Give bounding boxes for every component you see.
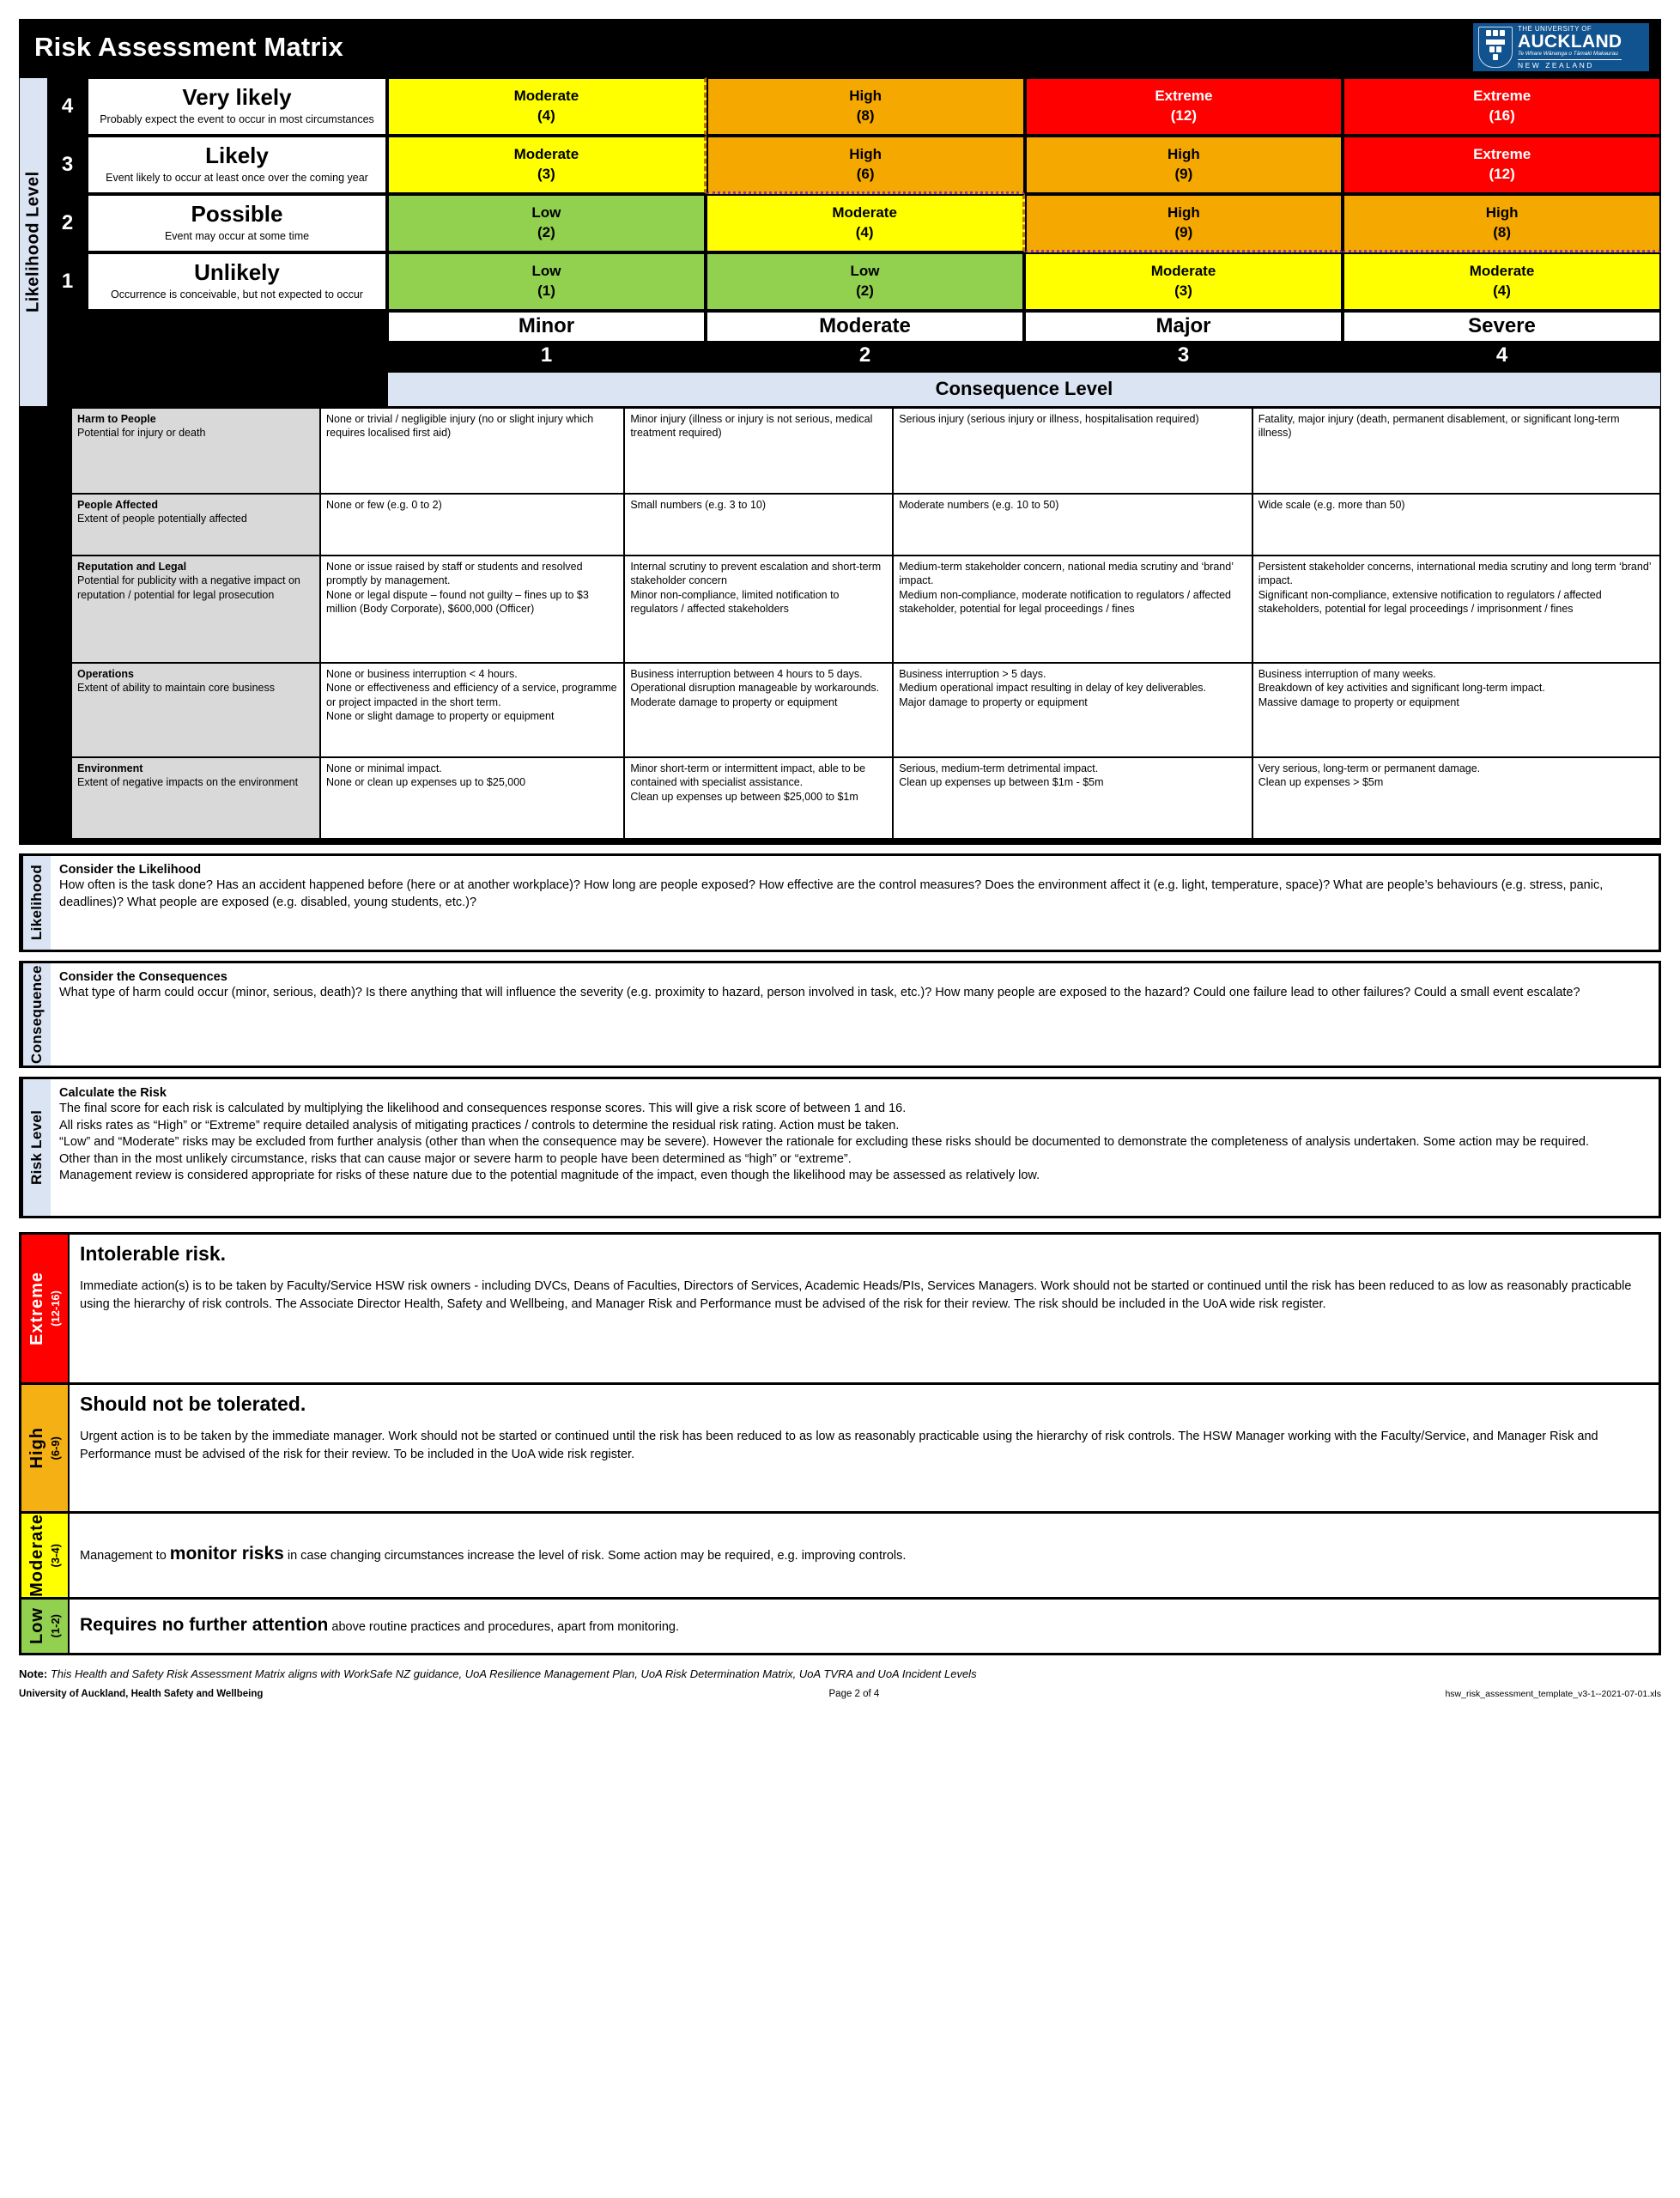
- consider-block-risk-level: [19, 1077, 1661, 1218]
- action-level-badge-moderate: [21, 1514, 70, 1597]
- descriptor-cell-c2: [624, 757, 893, 839]
- university-logo: [1473, 23, 1649, 71]
- consider-block-consequence: [19, 961, 1661, 1068]
- risk-cell-score: (12): [1170, 107, 1197, 124]
- risk-cell-l1-c3[interactable]: [1024, 252, 1343, 311]
- action-level-range: (6-9): [48, 1436, 62, 1460]
- descriptor-cell-c4: [1252, 757, 1660, 839]
- risk-cell-score: (3): [1174, 282, 1192, 299]
- consider-title: Calculate the Risk: [59, 1086, 167, 1100]
- action-level-range: (12-16): [48, 1290, 62, 1327]
- consequence-score-1: 1: [540, 343, 553, 367]
- consequence-axis-label: Consequence Level: [387, 372, 1661, 407]
- risk-cell-l3-c1[interactable]: [387, 136, 707, 194]
- action-level-badge-low: [21, 1600, 70, 1653]
- consequence-descriptor-table: [70, 407, 1661, 840]
- action-row-high: [21, 1385, 1659, 1514]
- action-text-suffix: in case changing circumstances increase the level of risk. Some action may be required, e.g. improving controls.: [283, 1549, 907, 1563]
- risk-cell-l3-c4[interactable]: [1343, 136, 1661, 194]
- consider-sections: [19, 853, 1661, 1218]
- descriptor-line: None or few (e.g. 0 to 2): [326, 499, 442, 511]
- footer-left: University of Auckland, Health Safety and Wellbeing: [19, 1688, 264, 1699]
- risk-cell-score: (9): [1174, 223, 1193, 240]
- descriptor-cell-c4: [1252, 556, 1660, 663]
- descriptor-cell-c2: [624, 556, 893, 663]
- descriptor-line: Medium operational impact resulting in delay of key deliverables.: [899, 682, 1207, 695]
- action-row-extreme: [21, 1235, 1659, 1385]
- likelihood-description: Event likely to occur at least once over the coming year: [106, 172, 368, 185]
- action-text: [80, 1612, 679, 1637]
- descriptor-cell-c3: [893, 408, 1252, 494]
- risk-cell-score: (12): [1489, 166, 1515, 182]
- risk-cell-l4-c2[interactable]: [707, 77, 1025, 136]
- likelihood-name: Very likely: [182, 84, 292, 111]
- consider-text-line: “Low” and “Moderate” risks may be excluded from further analysis (other than when the consequence may be severe). However the rationale for excluding these risks should be documented to demonstrate the completeness of analysis undertaken. Some action may be required.: [59, 1135, 1590, 1150]
- descriptor-category-title: Reputation and Legal: [77, 561, 187, 573]
- matrix-bottom-bar: [19, 840, 1661, 845]
- descriptor-line: Internal scrutiny to prevent escalation and short-term stakeholder concern: [630, 561, 882, 587]
- descriptor-line: None or clean up expenses up to $25,000: [326, 776, 526, 789]
- matrix-row-likelihood-1: [48, 252, 1661, 311]
- action-text: Urgent action is to be taken by the immediate manager. Work should not be started or continued until the risk has been reduced to as low as reasonably practicable using the hierarchy of risk controls. The HSW Manager working with the Faculty/Service, and Manager Risk and Performance must be advised of the risk for their review. To be included in the UoA wide risk register.: [80, 1430, 1598, 1461]
- action-body: [70, 1514, 1659, 1597]
- consider-axis-label: Consequence: [21, 963, 51, 1066]
- descriptor-line: Clean up expenses up between $25,000 to $1m: [630, 790, 858, 803]
- consequence-level-band-row: [48, 372, 1661, 407]
- risk-cell-score: (4): [1493, 282, 1511, 299]
- descriptor-category-subtitle: Extent of ability to maintain core business: [77, 682, 275, 695]
- footer-note-text: This Health and Safety Risk Assessment Matrix aligns with WorkSafe NZ guidance, UoA Resilience Management Plan, UoA Risk Determination Matrix, UoA TVRA and UoA Incident Levels: [50, 1667, 977, 1680]
- consider-block-likelihood: [19, 853, 1661, 952]
- risk-action-table: [19, 1232, 1661, 1655]
- risk-cell-l2-c2[interactable]: [706, 194, 1025, 252]
- descriptor-line: None or business interruption < 4 hours.: [326, 668, 518, 680]
- risk-cell-label: Extreme: [1473, 88, 1531, 105]
- matrix-row-likelihood-4: [48, 77, 1661, 136]
- descriptor-line: Serious injury (serious injury or illness, hospitalisation required): [899, 413, 1199, 425]
- descriptor-category: [71, 408, 320, 494]
- page-header: [19, 19, 1661, 77]
- descriptor-category: [71, 494, 320, 556]
- footer-note-label: Note:: [19, 1667, 48, 1680]
- descriptor-category-title: Harm to People: [77, 413, 156, 425]
- likelihood-score-3: 3: [48, 136, 87, 194]
- consider-title: Consider the Likelihood: [59, 863, 202, 877]
- descriptor-line: Wide scale (e.g. more than 50): [1258, 499, 1405, 511]
- risk-matrix: [19, 77, 1661, 407]
- risk-cell-label: High: [1485, 203, 1519, 221]
- descriptor-cell-c1: [320, 757, 624, 839]
- descriptor-line: Medium non-compliance, moderate notification to regulators / affected stakeholder, potential for legal proceedings / fines: [899, 588, 1231, 615]
- logo-line-3: Te Whare Wānanga o Tāmaki Makaurau: [1518, 51, 1618, 57]
- likelihood-name: Unlikely: [194, 259, 280, 286]
- descriptor-line: None or slight damage to property or equipment: [326, 709, 555, 722]
- descriptor-line: None or issue raised by staff or students and resolved promptly by management.: [326, 561, 583, 587]
- consequence-score-3: 3: [1177, 343, 1190, 367]
- risk-cell-score: (4): [855, 224, 874, 240]
- descriptor-row: [71, 408, 1660, 494]
- risk-cell-score: (9): [1174, 166, 1193, 182]
- consequence-name-row: [48, 311, 1661, 343]
- descriptor-cell-c3: [893, 556, 1252, 663]
- descriptor-cell-c2: [624, 494, 893, 556]
- risk-cell-l3-c2[interactable]: [707, 136, 1025, 194]
- action-text-suffix: above routine practices and procedures, apart from monitoring.: [328, 1619, 679, 1634]
- descriptor-line: Medium-term stakeholder concern, national media scrutiny and ‘brand’ impact.: [899, 561, 1234, 587]
- descriptor-line: Operational disruption manageable by workarounds.: [630, 682, 880, 695]
- consequence-band-spacer: [48, 372, 387, 407]
- consequence-number-row: [48, 343, 1661, 372]
- consider-body: [51, 1079, 1659, 1216]
- descriptor-row: [71, 663, 1660, 757]
- risk-cell-score: (2): [856, 282, 874, 299]
- consider-text-line: Other than in the most unlikely circumstance, risks that can cause major or severe harm to people have been determined as “high” or “extreme”.: [59, 1151, 852, 1166]
- descriptor-category-subtitle: Potential for injury or death: [77, 427, 206, 440]
- consequence-score-4: 4: [1495, 343, 1508, 367]
- likelihood-description: Occurrence is conceivable, but not expected to occur: [111, 288, 363, 301]
- action-level-range: (1-2): [48, 1614, 62, 1638]
- descriptor-line: Significant non-compliance, extensive notification to regulators / affected stakeholders, potential for legal proceedings / imprisonment / fines: [1258, 588, 1602, 615]
- descriptor-category-subtitle: Potential for publicity with a negative impact on reputation / potential for legal prosecution: [77, 574, 300, 601]
- footer-page-number: Page 2 of 4: [828, 1688, 880, 1699]
- footer-filename: hsw_risk_assessment_template_v3-1--2021-07-01.xls: [1445, 1688, 1661, 1699]
- page-footer: [19, 1689, 1661, 1715]
- likelihood-score-1: 1: [48, 252, 87, 311]
- descriptor-cell-c1: [320, 494, 624, 556]
- risk-cell-l2-c1[interactable]: [387, 194, 706, 252]
- likelihood-name: Likely: [205, 143, 269, 169]
- descriptor-category-title: People Affected: [77, 499, 159, 511]
- descriptor-line: Fatality, major injury (death, permanent disablement, or significant long-term illness): [1258, 413, 1620, 440]
- risk-cell-score: (8): [1493, 223, 1512, 240]
- action-level-badge-extreme: [21, 1235, 70, 1382]
- descriptor-line: Very serious, long-term or permanent damage.: [1258, 762, 1481, 774]
- descriptor-line: Minor short-term or intermittent impact, able to be contained with specialist assistance.: [630, 762, 866, 789]
- footer-note: [19, 1667, 1661, 1680]
- logo-divider: [1518, 59, 1622, 60]
- risk-cell-l4-c4[interactable]: [1343, 77, 1661, 136]
- risk-cell-l2-c4[interactable]: [1343, 194, 1661, 252]
- descriptor-left-gutter: [19, 407, 70, 840]
- action-text: [80, 1541, 906, 1566]
- consider-title: Consider the Consequences: [59, 970, 227, 984]
- action-row-low: [21, 1600, 1659, 1653]
- likelihood-cell-2: [87, 194, 387, 252]
- consider-axis-label: Risk Level: [21, 1079, 51, 1216]
- descriptor-cell-c4: [1252, 663, 1660, 757]
- risk-cell-label: Low: [531, 204, 561, 222]
- likelihood-score-2: 2: [48, 194, 87, 252]
- risk-cell-label: Moderate: [513, 146, 579, 163]
- consider-text-line: The final score for each risk is calculated by multiplying the likelihood and consequences response scores. This will give a risk score of between 1 and 16.: [59, 1102, 907, 1115]
- risk-cell-score: (16): [1489, 107, 1515, 124]
- risk-cell-label: Moderate: [1469, 263, 1535, 280]
- consequence-header-4[interactable]: Severe: [1343, 311, 1661, 343]
- consequence-header-2[interactable]: Moderate: [706, 311, 1024, 343]
- descriptor-line: Moderate numbers (e.g. 10 to 50): [899, 499, 1059, 511]
- consequence-descriptor-section: [19, 407, 1661, 840]
- descriptor-line: Clean up expenses up between $1m - $5m: [899, 776, 1104, 789]
- descriptor-line: Massive damage to property or equipment: [1258, 695, 1459, 708]
- action-text: Immediate action(s) is to be taken by Faculty/Service HSW risk owners - including DVCs, Deans of Faculties, Directors of Services, Academic Heads/PIs, Services Managers. Work should not be started or continued until the risk has been reduced to as low as reasonably practicable using the hierarchy of risk controls. The Associate Director Health, Safety and Wellbeing, and Manager Risk and Performance must be advised of the risk for their review. The risk should be included in the UoA wide risk register.: [80, 1279, 1632, 1311]
- risk-cell-l1-c1[interactable]: [387, 252, 706, 311]
- action-body: [70, 1235, 1659, 1382]
- matrix-row-likelihood-3: [48, 136, 1661, 194]
- action-level-range: (3-4): [48, 1543, 62, 1568]
- action-heading: Intolerable risk.: [80, 1242, 227, 1265]
- action-text-prefix: Management to: [80, 1549, 170, 1563]
- likelihood-cell-3: [87, 136, 387, 194]
- descriptor-line: None or minimal impact.: [326, 762, 442, 774]
- descriptor-line: Persistent stakeholder concerns, international media scrutiny and long term ‘brand’ impact.: [1258, 561, 1652, 587]
- consequence-row-spacer: [48, 311, 387, 343]
- descriptor-line: None or legal dispute – found not guilty – fines up to $3 million (Body Corporate), $600,000 (Officer): [326, 588, 589, 615]
- risk-cell-l1-c2[interactable]: [706, 252, 1024, 311]
- consider-text-line: All risks rates as “High” or “Extreme” require detailed analysis of mitigating practices / controls to determine the residual risk rating. Action must be taken.: [59, 1118, 900, 1132]
- action-level-badge-high: [21, 1385, 70, 1511]
- risk-cell-label: High: [849, 88, 882, 105]
- consider-text-line: What type of harm could occur (minor, serious, death)? Is there anything that will influence the severity (e.g. proximity to hazard, person involved in task, etc.)? How many people are exposed to the hazard? Could one failure lead to other failures? Could a small event escalate?: [59, 986, 1580, 999]
- descriptor-category-title: Environment: [77, 762, 143, 774]
- action-level-name: Moderate: [27, 1514, 46, 1597]
- descriptor-line: Business interruption > 5 days.: [899, 668, 1046, 680]
- consequence-score-2: 2: [858, 343, 871, 367]
- risk-cell-label: Extreme: [1155, 88, 1213, 105]
- consider-body: [51, 963, 1659, 1066]
- descriptor-line: Clean up expenses > $5m: [1258, 776, 1384, 789]
- descriptor-line: Serious, medium-term detrimental impact.: [899, 762, 1099, 774]
- consequence-header-1[interactable]: Minor: [387, 311, 706, 343]
- descriptor-cell-c3: [893, 757, 1252, 839]
- risk-cell-score: (1): [537, 282, 555, 299]
- risk-cell-label: Low: [850, 263, 880, 280]
- action-row-moderate: [21, 1514, 1659, 1600]
- risk-cell-label: Moderate: [513, 88, 579, 105]
- likelihood-name: Possible: [191, 201, 283, 228]
- logo-line-2: AUCKLAND: [1518, 32, 1622, 52]
- risk-cell-l4-c3[interactable]: [1025, 77, 1343, 136]
- descriptor-line: Breakdown of key activities and significant long-term impact.: [1258, 682, 1545, 695]
- descriptor-cell-c2: [624, 408, 893, 494]
- descriptor-line: None or effectiveness and efficiency of a service, programme or project impacted in the short term.: [326, 682, 617, 708]
- action-level-name: Low: [27, 1607, 46, 1645]
- descriptor-line: Major damage to property or equipment: [899, 695, 1088, 708]
- consider-text-line: Management review is considered appropriate for risks of these nature due to the potential magnitude of the impact, even though the likelihood may be assessed as relatively low.: [59, 1169, 1040, 1183]
- risk-cell-score: (6): [856, 165, 875, 182]
- risk-cell-label: Extreme: [1473, 146, 1531, 163]
- consider-body: [51, 856, 1659, 950]
- descriptor-row: [71, 494, 1660, 556]
- risk-cell-label: Moderate: [832, 204, 897, 222]
- risk-cell-l1-c4[interactable]: [1343, 252, 1661, 311]
- consequence-header-3[interactable]: Major: [1024, 311, 1343, 343]
- crest-icon: [1478, 27, 1513, 68]
- action-level-name: High: [27, 1427, 46, 1469]
- risk-cell-label: High: [1167, 146, 1200, 163]
- consequence-number-spacer: [48, 343, 387, 372]
- descriptor-row: [71, 556, 1660, 663]
- matrix-row-likelihood-2: [48, 194, 1661, 252]
- action-body: [70, 1385, 1659, 1511]
- descriptor-cell-c2: [624, 663, 893, 757]
- action-level-name: Extreme: [27, 1272, 46, 1345]
- likelihood-axis-label: Likelihood Level: [19, 77, 48, 407]
- risk-cell-label: High: [1167, 203, 1200, 221]
- action-body: [70, 1600, 1659, 1653]
- descriptor-category: [71, 757, 320, 839]
- descriptor-row: [71, 757, 1660, 839]
- descriptor-cell-c3: [893, 494, 1252, 556]
- matrix-grid: [48, 77, 1661, 407]
- descriptor-line: Minor injury (illness or injury is not serious, medical treatment required): [630, 413, 873, 440]
- descriptor-category-subtitle: Extent of negative impacts on the environment: [77, 776, 299, 789]
- descriptor-cell-c1: [320, 408, 624, 494]
- descriptor-cell-c3: [893, 663, 1252, 757]
- descriptor-line: Moderate damage to property or equipment: [630, 695, 838, 708]
- risk-cell-l3-c3[interactable]: [1025, 136, 1343, 194]
- descriptor-cell-c1: [320, 556, 624, 663]
- action-text-emphasis: Requires no further attention: [80, 1614, 329, 1635]
- risk-cell-l4-c1[interactable]: [387, 77, 707, 136]
- action-text-emphasis: monitor risks: [169, 1544, 284, 1564]
- risk-cell-label: Moderate: [1150, 263, 1216, 280]
- likelihood-cell-1: [87, 252, 387, 311]
- page-title: Risk Assessment Matrix: [34, 32, 343, 62]
- descriptor-line: Minor non-compliance, limited notification to regulators / affected stakeholders: [630, 588, 840, 615]
- likelihood-description: Probably expect the event to occur in most circumstances: [100, 113, 374, 126]
- descriptor-cell-c4: [1252, 408, 1660, 494]
- likelihood-cell-4: [87, 77, 387, 136]
- descriptor-line: None or trivial / negligible injury (no or slight injury which requires localised first aid): [326, 413, 594, 440]
- likelihood-description: Event may occur at some time: [164, 230, 310, 243]
- action-heading: Should not be tolerated.: [80, 1393, 306, 1415]
- likelihood-score-4: 4: [48, 77, 87, 136]
- descriptor-category: [71, 663, 320, 757]
- risk-cell-label: High: [849, 145, 882, 162]
- risk-cell-label: Low: [531, 263, 561, 280]
- descriptor-category-title: Operations: [77, 668, 134, 680]
- descriptor-line: Business interruption between 4 hours to 5 days.: [630, 668, 863, 680]
- descriptor-category-subtitle: Extent of people potentially affected: [77, 513, 247, 525]
- risk-cell-score: (4): [537, 107, 555, 124]
- logo-line-1: THE UNIVERSITY OF: [1518, 25, 1592, 33]
- risk-cell-score: (3): [537, 166, 555, 182]
- descriptor-line: Business interruption of many weeks.: [1258, 668, 1436, 680]
- risk-cell-l2-c3[interactable]: [1025, 194, 1343, 252]
- consider-axis-label: Likelihood: [21, 856, 51, 950]
- logo-line-4: NEW ZEALAND: [1518, 60, 1594, 70]
- descriptor-cell-c1: [320, 663, 624, 757]
- consider-text-line: How often is the task done? Has an accident happened before (here or at another workplace)? How long are people exposed? How effective are the control measures? Does the environment affect it (e.g. light, temperature, space)? What are people’s behaviours (e.g. stress, panic, deadlines)? What people are exposed (e.g. disabled, young students, etc.)?: [59, 878, 1604, 909]
- descriptor-line: Small numbers (e.g. 3 to 10): [630, 499, 767, 511]
- risk-cell-score: (2): [537, 224, 555, 240]
- risk-cell-score: (8): [856, 107, 875, 124]
- descriptor-cell-c4: [1252, 494, 1660, 556]
- descriptor-category: [71, 556, 320, 663]
